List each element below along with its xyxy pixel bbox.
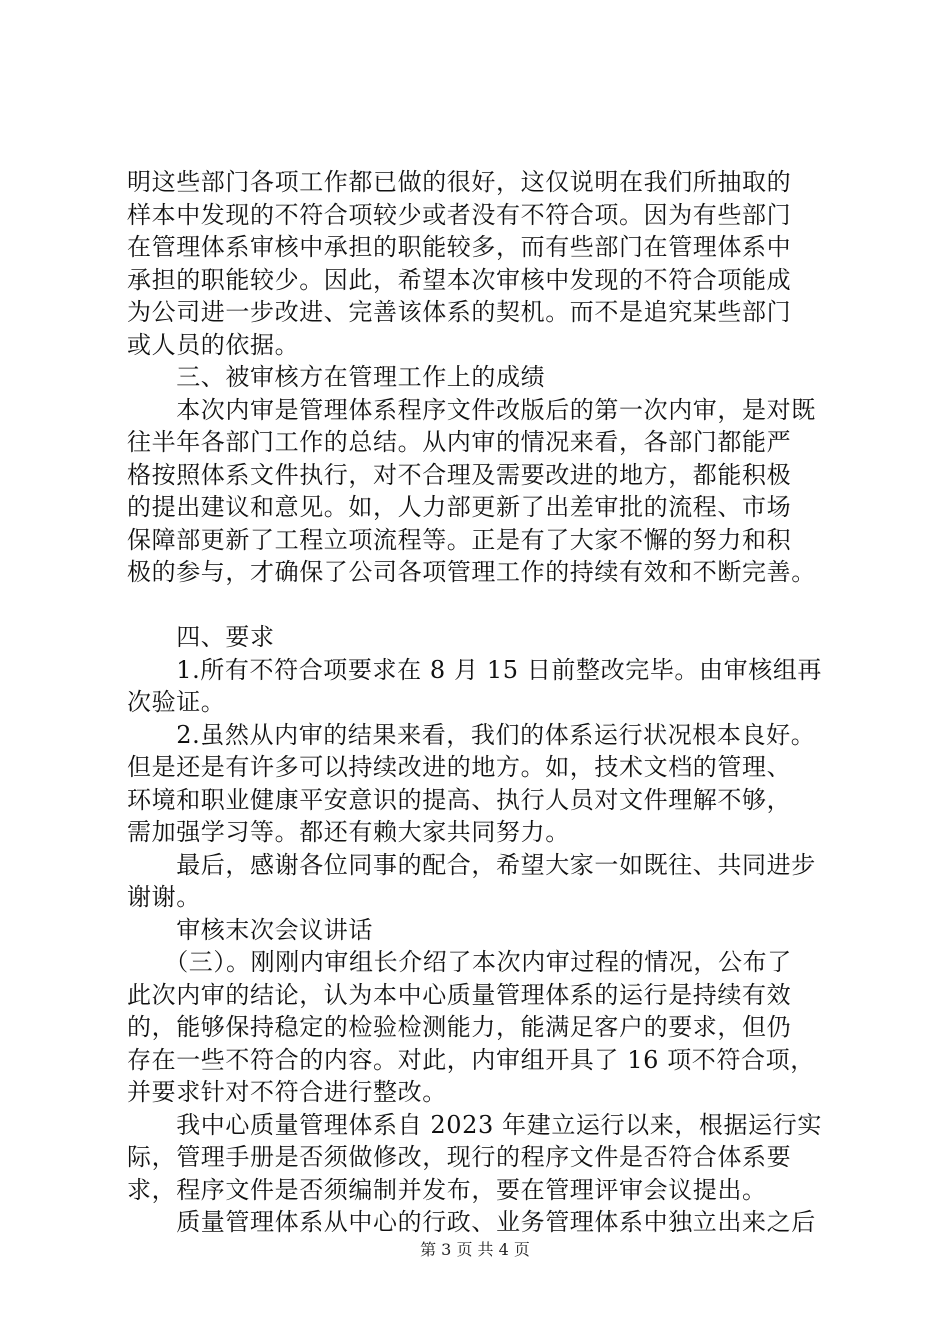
text-line: 质量管理体系从中心的行政、业务管理体系中独立出来之后 [127,1208,816,1236]
section-heading-requirements: 四、要求 [127,623,275,651]
text-line: 极的参与，才确保了公司各项管理工作的持续有效和不断完善。 [127,558,816,586]
text-line: 我中心质量管理体系自 2023 年建立运行以来，根据运行实 [127,1110,822,1139]
section-heading-achievements: 三、被审核方在管理工作上的成绩 [127,363,546,391]
text-line: 2.虽然从内审的结果来看，我们的体系运行状况根本良好。 [127,720,816,749]
text-line: 际，管理手册是否须做修改，现行的程序文件是否符合体系要 [127,1143,792,1171]
text-line: 往半年各部门工作的总结。从内审的情况来看，各部门都能严 [127,428,792,456]
text-line: 明这些部门各项工作都已做的很好，这仅说明在我们所抽取的 [127,168,792,196]
text-line: 但是还是有许多可以持续改进的地方。如，技术文档的管理、 [127,753,792,781]
text-line: 谢谢。 [127,883,201,911]
text-line: 在管理体系审核中承担的职能较多，而有些部门在管理体系中 [127,233,792,261]
text-line: 保障部更新了工程立项流程等。正是有了大家不懈的努力和积 [127,525,792,554]
text-line: 的，能够保持稳定的检验检测能力，能满足客户的要求，但仍 [127,1013,792,1041]
text-line: 最后，感谢各位同事的配合，希望大家一如既往、共同进步 [127,850,816,879]
text-line: 的提出建议和意见。如，人力部更新了出差审批的流程、市场 [127,493,792,521]
section-heading-closing-speech: 审核末次会议讲话 [127,915,373,944]
text-line: 1.所有不符合项要求在 8 月 15 日前整改完毕。由审核组再 [127,655,823,684]
text-line: 次验证。 [127,688,226,716]
text-line: 需加强学习等。都还有赖大家共同努力。 [127,818,570,846]
text-line: 或人员的依据。 [127,330,300,359]
document-body [127,166,847,1239]
blank-line [127,589,847,622]
text-line: 此次内审的结论，认为本中心质量管理体系的运行是持续有效 [127,980,792,1009]
text-line: 为公司进一步改进、完善该体系的契机。而不是追究某些部门 [127,298,792,326]
text-line: 承担的职能较少。因此，希望本次审核中发现的不符合项能成 [127,265,792,294]
text-line: 环境和职业健康平安意识的提高、执行人员对文件理解不够， [127,785,792,814]
text-line: 并要求针对不符合进行整改。 [127,1078,447,1106]
text-line: 存在一些不符合的内容。对此，内审组开具了 16 项不符合项， [127,1045,815,1074]
text-line: 样本中发现的不符合项较少或者没有不符合项。因为有些部门 [127,200,792,229]
text-line: （三）。刚刚内审组长介绍了本次内审过程的情况，公布了 [127,948,792,976]
text-line: 格按照体系文件执行，对不合理及需要改进的地方，都能积极 [127,460,792,489]
text-line: 求，程序文件是否须编制并发布，要在管理评审会议提出。 [127,1175,767,1204]
text-line: 本次内审是管理体系程序文件改版后的第一次内审，是对既 [127,395,816,424]
page-number-footer: 第 3 页 共 4 页 [420,1240,530,1259]
